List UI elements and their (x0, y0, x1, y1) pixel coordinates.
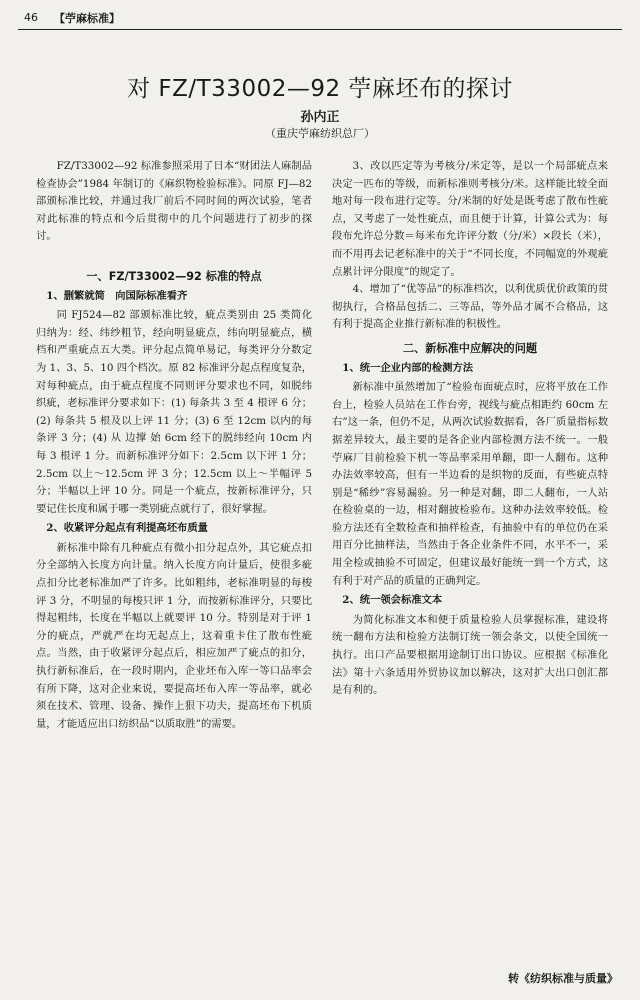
affiliation: （重庆苧麻纺织总厂） (265, 127, 375, 140)
section2-sub2-paragraph: 为简化标准文本和便于质量检验人员掌握标准，建设将统一翻布方法和检验方法制订统一领会条文，以使全国统一执行。出口产品要根据用途制订出口协议。应根据《标准化法》第十六条适用外贸协议加以解决，这对扩大出口创汇都是有利的。 (332, 613, 608, 697)
spacer (36, 246, 312, 262)
page-number: 46 (24, 11, 38, 24)
section1-heading: 一、FZ/T33002—92 标准的特点 (86, 269, 262, 283)
section1-sub1-paragraph: 同 FJ524—82 部颁标准比较，疵点类别由 25 类简化归纳为：经、纬纱粗节，经向明显疵点，纬向明显疵点，横档和严重疵点五大类。评分起点简单易记，每类评分分数定为 1、3、5、10 四个档次。原 82 标准评分起点程度复杂，对每种疵点，由于疵点程度不同则评分要求也不同，如脱纬织疵，老标准评分要求如下：(1) 每条共 3 至 4 根评 6 分；(2) 每条共 5 根及以上评 11 分；(3) 6 至 12cm 以内的每条评 3 分；(4) 从 边撑 始 6cm 经下的脱纬经向 10cm 内每 3 根评 1 分。而新标准评分如下：2.5cm 以下评 1 分；2.5cm 以上～12.5cm 评 3 分；12.5cm 以上～半幅评 5 分；半幅以上评 10 分。同是一个疵点，按新标准评分，只要记住长度和属于哪一类别疵点就行了，很好掌握。 (36, 309, 312, 515)
item4-paragraph: 4、增加了“优等品”的标准档次，以利优质优价政策的贯彻执行，合格品包括二、三等品，等外品才属不合格品，这有利于提高企业推行新标准的积极性。 (332, 283, 608, 331)
page-header (18, 8, 622, 30)
section2-sub1-paragraph: 新标准中虽然增加了“检验布面疵点时，应将平放在工作台上，检验人员站在工作台旁，视线与疵点相距约 60cm 左右”这一条，但仍不足，从两次试验数据看，各厂质量指标数据差异较大，最主要的是各企业内部检测方法不统一。一般苧麻厂目前检验下机一等品率采用单翻，即一人翻布。这种办法效率较高，但有一半边看的是织物的反面，有些疵点特别是“稀纱”容易漏验。另一种是对翻，即二人翻布，一人站在检验桌的一边，相对翻披检验布。这种办法效率较低。检验方法还有全数检查和抽样检查，有抽验中有的单位仍在采用百分比抽样法，当然由于各企业条件不同，水平不一，采用全检或抽验不可固定，但建议最好能统一到一个方式，这有利于对产品的质量的正确判定。 (332, 381, 608, 587)
header-rule (18, 29, 622, 30)
section2-heading: 二、新标准中应解决的问题 (402, 341, 538, 355)
right-column (332, 158, 608, 700)
intro-paragraph: FZ/T33002—92 标准参照采用了日本“财团法人麻制品检查协会”1984 年制订的《麻织物检验标准》。同原 FJ—82 部颁标准比较，并通过我厂前后不同时间的两次试验，笔者对此标准的特点和今后贯彻中的几个问题进行了初步的探讨。 (36, 160, 312, 243)
item3-paragraph: 3、改以匹定等为考核分/米定等，是以一个局部疵点来决定一匹布的等级，而新标准则考核分/米。这样能比较全面地对每一段布进行定等。分/米制的好处是既考虑了散布性疵点，又考虑了一处性疵点，而且便于计算，计算公式为：每段布允许总分数＝每米布允许评分数（分/米）×段长（米），而不用再去记老标准中的关于“不同长度，不同幅宽的外观疵点累计评分限度”的规定了。 (332, 160, 608, 278)
section2-sub2-heading: 2、统一领会标准文本 (342, 594, 443, 607)
article-title: 对 FZ/T33002—92 苧麻坯布的探讨 (127, 76, 513, 102)
journal-section: 【苧麻标准】 (54, 12, 120, 25)
source-footer: 转《纺织标准与质量》 (508, 972, 618, 985)
section1-sub1-heading: 1、删繁就简 向国际标准看齐 (46, 289, 188, 302)
section1-sub2-paragraph: 新标准中除有几种疵点有微小扣分起点外，其它疵点扣分全部纳入长度方向计量。纳入长度方向计量后，使很多疵点扣分比老标准加严了许多。比如粗纬，老标准明显的每梭评 3 分，不明显的每梭只评 1 分，而按新标准评分，只要比得起粗纬，长度在半幅以上就要评 10 分。特别是对于评 1 分的疵点，严就严在均无起点上，这着重卡住了散布性疵点。当然，由于收紧评分起点后，相应加严了疵点的扣分，执行新标准后，在一段时期内，企业坯布入库一等口品率会有所下降，这对企业来说，要提高坯布入库一等品率，就必须在技术、管理、设备、操作上狠下功夫，提高坯布下机质量，才能适应出口纺织品“以质取胜”的需要。 (36, 541, 312, 730)
section1-sub2-heading: 2、收紧评分起点有利提高坯布质量 (46, 522, 208, 535)
section2-sub1-heading: 1、统一企业内部的检测方法 (342, 361, 474, 374)
author: 孙内正 (300, 110, 340, 125)
left-column (36, 158, 312, 733)
